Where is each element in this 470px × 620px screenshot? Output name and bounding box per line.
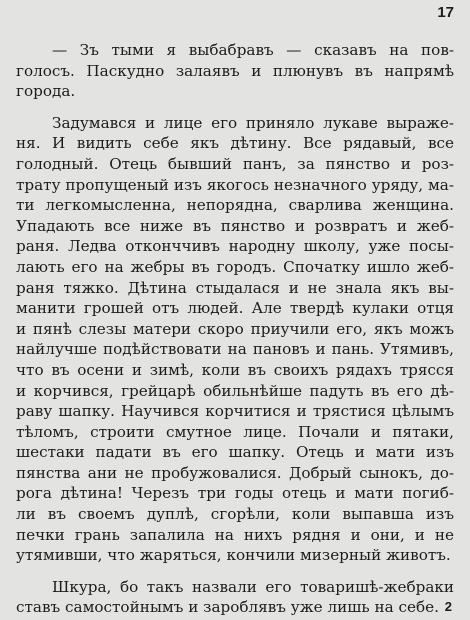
- text-line: рога дѣтина! Черезъ три годы отець и мати погиб-: [16, 484, 454, 503]
- text-line: — Зъ тыми я выбабравъ — сказавъ на пов-: [52, 41, 454, 59]
- text-line: ли въ своемъ дуплѣ, сгорѣли, коли выпавша изъ: [16, 505, 454, 524]
- text-line: раня тяжко. Дѣтина стыдалася и не знала якъ вы-: [16, 278, 454, 297]
- text-line: Задумався и лице его приняло лукаве выраже-: [52, 113, 454, 132]
- body-text: [16, 40, 454, 618]
- text-line: что въ осени и зимѣ, коли въ своихъ рядахъ трясся: [16, 360, 454, 379]
- text-line: шестаки падати въ его шапку. Отець и мати изъ: [16, 443, 454, 462]
- text-line: и пянѣ слезы матери скоро приучили его, якъ можъ: [16, 319, 454, 338]
- text-line: Шкура, бо такъ назвали его товаришѣ-жебраки: [52, 577, 454, 596]
- text-line: раву шапку. Научився корчитися и трястися цѣлымъ: [16, 402, 454, 421]
- text-line: пянства ани не пробужовалися. Добрый сынокъ, до-: [16, 463, 454, 482]
- text-line: манити грошей отъ людей. Але твердѣ кулаки отця: [16, 299, 454, 318]
- text-line: голодный. Отець бывший панъ, за пянство и роз-: [16, 154, 454, 173]
- page-number: 17: [437, 4, 454, 21]
- text-line: и корчився, грейцарѣ обильнѣйше падуть въ его дѣ-: [16, 381, 454, 400]
- paragraph: [16, 577, 454, 618]
- text-line: лають его на жебры въ городъ. Спочатку ишло жеб-: [16, 257, 454, 276]
- paragraph: [16, 40, 454, 102]
- text-line: ставъ самостойнымъ и зароблявъ уже лишь на себе.: [16, 598, 439, 617]
- text-line: утямивши, что жаряться, кончили мизерный животъ.: [16, 546, 451, 565]
- text-line: трату пропущеный изъ якогось незначного уряду, ма-: [16, 175, 454, 194]
- text-line: найлучше подѣйствовати на пановъ и пань. Утямивъ,: [16, 340, 454, 359]
- text-line: Упадають все ниже въ пянство и розвратъ и жеб-: [16, 216, 454, 235]
- text-line: города.: [16, 82, 76, 101]
- paragraph: [16, 113, 454, 566]
- signature-mark: 2: [444, 599, 452, 614]
- text-line: раня. Ледва отконччивъ народну школу, уже посы-: [16, 237, 454, 256]
- text-line: голосъ. Паскудно залаявъ и плюнувъ въ напрямѣ: [16, 61, 454, 80]
- text-line: тѣломъ, строити смутное лице. Почали и пятаки,: [16, 422, 454, 441]
- text-line: печки грань запалила на нихъ рядня и они, и не: [16, 525, 454, 544]
- text-line: ти легкомысленна, непорядна, сварлива женщина.: [16, 196, 454, 215]
- text-line: ня. И видить себе якъ дѣтину. Все рядавый, все: [16, 134, 454, 153]
